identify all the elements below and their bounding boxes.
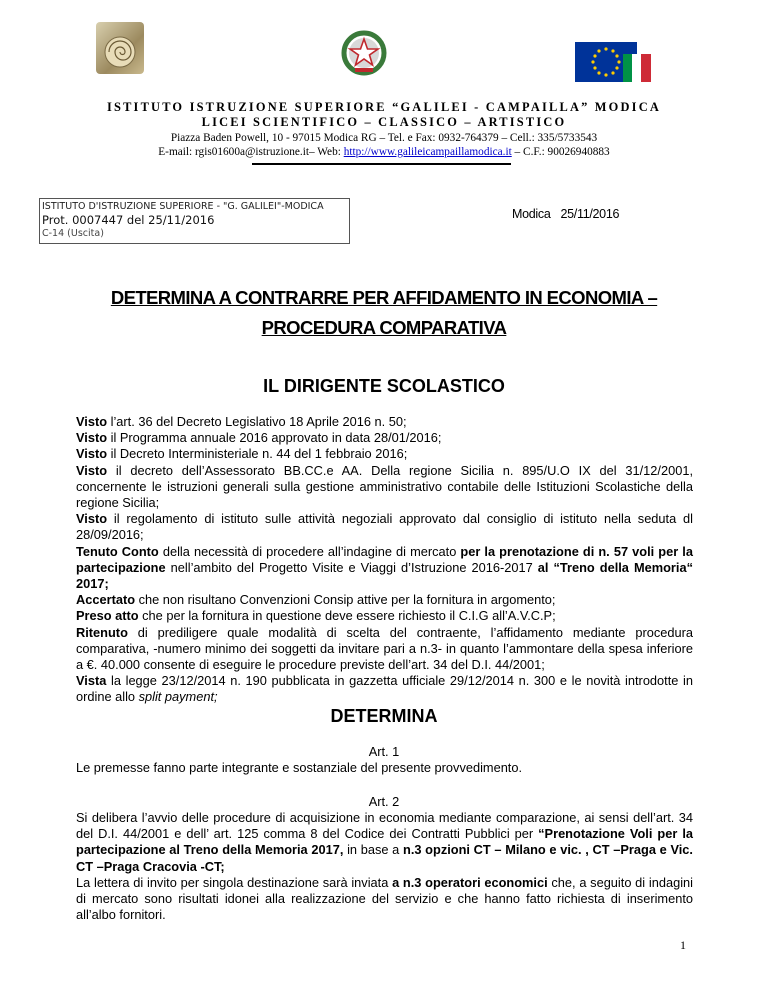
contact-email: E-mail: rgis01600a@istruzione.it– Web: xyxy=(158,146,344,158)
institute-contacts xyxy=(0,146,768,158)
dirigente-heading: IL DIRIGENTE SCOLASTICO xyxy=(263,376,505,396)
fiscal-code: – C.F.: 90026940883 xyxy=(511,146,610,158)
art2-paragraph-1: Si delibera l’avvio delle procedure di acquisizione in economia mediante comparazione, ai sensi dell’art. 34 del D.I. 44/2001 e dell’ art. 125 comma 8 del Codice dei Contratti Pubblici per “Prenotazione Voli per la partecipazione al Treno della Memoria 2017, in base a n.3 opzioni CT – Milano e vic. , CT –Praga e Vic. CT –Praga Cracovia -CT; xyxy=(76,810,693,874)
document-title: DETERMINA A CONTRARRE PER AFFIDAMENTO IN ECONOMIA – xyxy=(110,287,658,308)
institute-name: ISTITUTO ISTRUZIONE SUPERIORE “GALILEI - CAMPAILLA” MODICA xyxy=(106,100,661,114)
protocol-class: C-14 (Uscita) xyxy=(42,228,104,239)
art2-paragraph-2: La lettera di invito per singola destinazione sarà inviata a n.3 operatori economici che, a seguito di indagini di mercato sono risultati idonei alla realizzazione del servizio e che hanno fatto richiesta di inserimento all’albo fornitori. xyxy=(76,874,693,923)
place-date xyxy=(512,207,619,221)
premise-10: Vista la legge 23/12/2014 n. 190 pubblicata in gazzetta ufficiale 29/12/2014 n. 300 e le novità introdotte in ordine allo split payment; xyxy=(76,673,693,705)
premise-8: Preso atto che per la fornitura in questione deve essere richiesto il C.I.G all’A.V.C.P; xyxy=(76,608,556,624)
page-number: 1 xyxy=(680,938,686,952)
school-logo-shell-icon xyxy=(96,22,144,74)
protocol-institute: ISTITUTO D'ISTRUZIONE SUPERIORE - "G. GALILEI"-MODICA xyxy=(42,201,324,212)
eu-italy-flags-icon xyxy=(575,42,651,82)
premise-1: Visto l’art. 36 del Decreto Legislativo 18 Aprile 2016 n. 50; xyxy=(76,414,407,429)
website-link[interactable]: http://www.galileicampaillamodica.it xyxy=(343,146,512,158)
place: Modica xyxy=(512,207,551,221)
premise-6: Tenuto Conto della necessità di procedere all’indagine di mercato per la prenotazione di n. 57 voli per la partecipazione nell’ambito del Progetto Visite e Viaggi d’Istruzione 2016-2017 al “Treno della Memoria“ 2017; xyxy=(76,543,693,592)
premise-5: Visto il regolamento di istituto sulle attività negoziali approvato dal consiglio di istituto nella seduta dl 28/09/2016; xyxy=(76,511,693,543)
protocol-stamp xyxy=(39,198,350,244)
premise-4: Visto il decreto dell’Assessorato BB.CC.e AA. Della regione Sicilia n. 895/U.O IX del 31/12/2001, concernente le istruzioni generali sulla gestione amministrativo contabile delle Istituzioni Scolastiche della regione Sicilia; xyxy=(76,462,693,511)
art1-text: Le premesse fanno parte integrante e sostanziale del presente provvedimento. xyxy=(76,760,523,775)
italian-republic-emblem-icon xyxy=(341,30,387,76)
premise-2: Visto il Programma annuale 2016 approvato in data 28/01/2016; xyxy=(76,430,442,446)
art1-label: Art. 1 xyxy=(368,744,400,759)
premise-3: Visto il Decreto Interministeriale n. 44 del 1 febbraio 2016; xyxy=(76,446,408,462)
premise-9: Ritenuto di prediligere quale modalità di scelta del contraente, l’affidamento mediante procedura comparativa, -numero minimo dei soggetti da invitare pari a n.3- in quanto l’ammontare della spesa inferiore a €. 40.000 consente di eseguire le procedure previste dell’art. 34 del D.I. 44/2001; xyxy=(76,624,693,673)
art2-label: Art. 2 xyxy=(368,794,400,809)
institute-subtitle: LICEI SCIENTIFICO – CLASSICO – ARTISTICO xyxy=(201,115,567,129)
determina-heading: DETERMINA xyxy=(330,706,438,726)
premises-section xyxy=(76,414,693,706)
date: 25/11/2016 xyxy=(560,207,620,221)
protocol-number: Prot. 0007447 del 25/11/2016 xyxy=(42,213,215,227)
premise-7: Accertato che non risultano Convenzioni Consip attive per la fornitura in argomento; xyxy=(76,592,556,608)
document-title-line2: PROCEDURA COMPARATIVA xyxy=(261,317,507,338)
institute-address: Piazza Baden Powell, 10 - 97015 Modica RG – Tel. e Fax: 0932-764379 – Cell.: 335/5733543 xyxy=(170,132,598,144)
header-divider xyxy=(252,163,511,165)
art2-text xyxy=(76,810,693,923)
